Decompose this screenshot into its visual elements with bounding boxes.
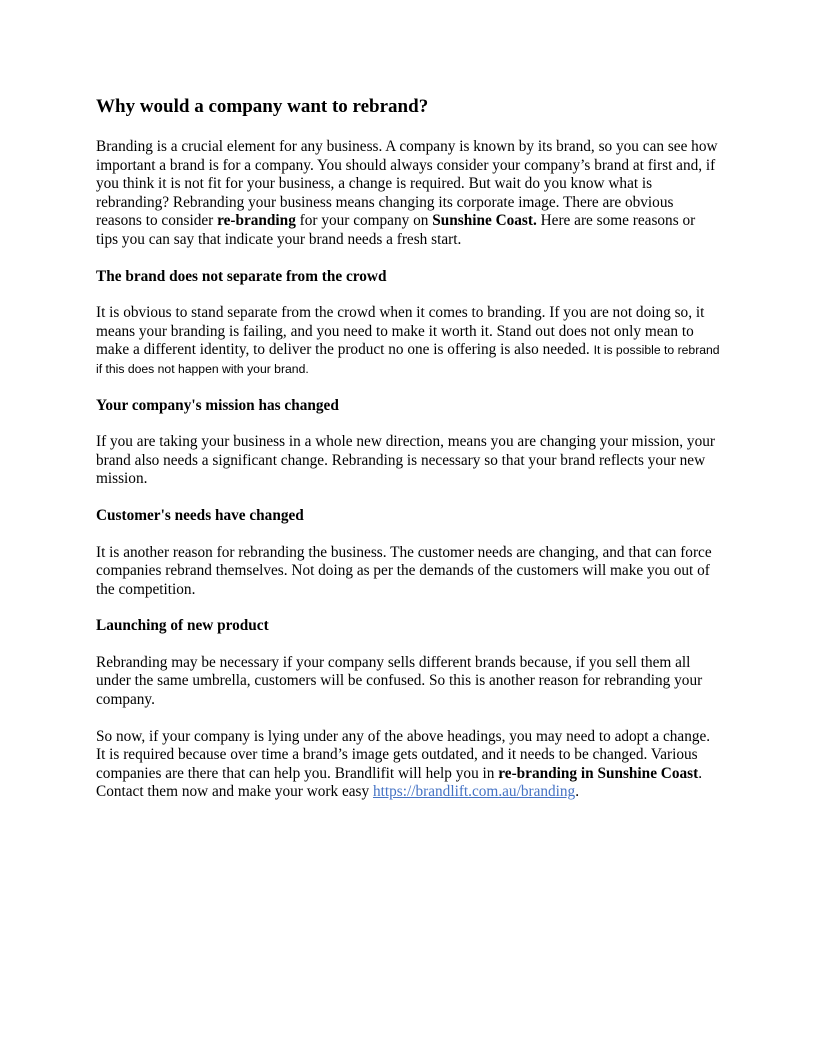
- section-body-crowd-text: It is obvious to stand separate from the crowd when it comes to branding. If you are not doing so, it means your branding is failing, and you need to make it worth it. Stand out does not only mean to make a different identity, to deliver the product no one is offering is also needed.: [96, 304, 705, 359]
- intro-text-2: for your company on: [295, 212, 433, 230]
- section-body-mission: If you are taking your business in a whole new direction, means you are changing your mission, your brand also needs a significant change. Rebranding is necessary so that your brand reflects your new mission.: [96, 433, 715, 488]
- conclusion-text-2: . Contact them now and make your work easy: [96, 764, 703, 801]
- section-body-crowd: [96, 304, 720, 378]
- section-heading-customer-needs: Customer's needs have changed: [96, 506, 304, 524]
- branding-link[interactable]: https://brandlift.com.au/branding: [372, 783, 576, 801]
- conclusion-end: .: [575, 783, 580, 801]
- document-page: [96, 95, 720, 820]
- section-body-customer-needs: It is another reason for rebranding the business. The customer needs are changing, and that can force companies rebrand themselves. Not doing as per the demands of the customers will make you out of the competition.: [96, 543, 712, 598]
- conclusion-bold-rebranding: re-branding in Sunshine Coast: [498, 764, 699, 782]
- intro-paragraph: [96, 138, 720, 250]
- section-heading-crowd: The brand does not separate from the crowd: [96, 267, 387, 285]
- intro-bold-rebranding: re-branding: [217, 212, 296, 230]
- section-heading-mission: Your company's mission has changed: [96, 396, 339, 414]
- section-body-crowd-sans-text: It is possible to rebrand if this does not happen with your brand.: [96, 343, 720, 376]
- page-title: Why would a company want to rebrand?: [96, 96, 429, 117]
- section-heading-new-product: Launching of new product: [96, 617, 269, 635]
- conclusion-text-1: So now, if your company is lying under any of the above headings, you may need to adopt a change. It is required because over time a brand’s image gets outdated, and it needs to be changed. Various companies are there that can help you. Brandlifit will help you in: [96, 727, 711, 782]
- intro-text-1: Branding is a crucial element for any business. A company is known by its brand, so you can see how important a brand is for a company. You should always consider your company’s brand at first and, if you think it is not fit for your business, a change is required. But wait do you know what is rebranding? Rebranding your business means changing its corporate image. There are obvious reasons to consider: [96, 138, 718, 230]
- conclusion-paragraph: [96, 728, 720, 802]
- intro-text-3: Here are some reasons or tips you can say that indicate your brand needs a fresh start.: [96, 212, 696, 248]
- intro-bold-sunshine-coast: Sunshine Coast.: [432, 212, 537, 230]
- section-body-new-product: Rebranding may be necessary if your company sells different brands because, if you sell them all under the same umbrella, customers will be confused. So this is another reason for rebranding your company.: [96, 653, 703, 709]
